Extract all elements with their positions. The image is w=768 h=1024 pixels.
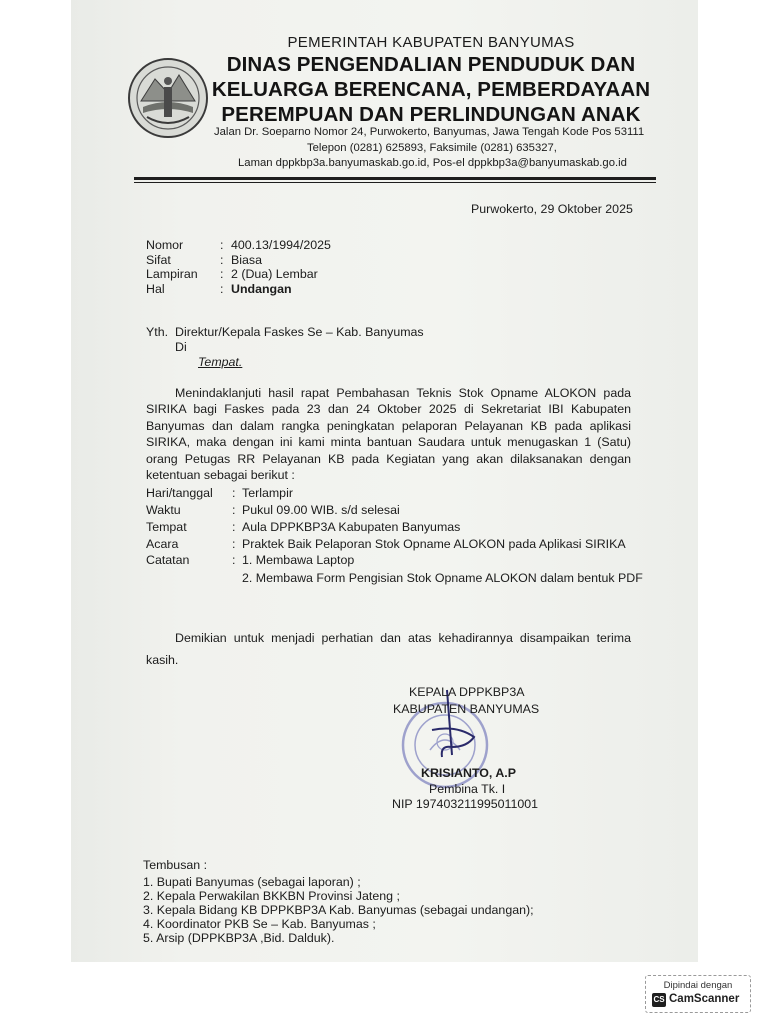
signature-name: KRISIANTO, A.P (421, 766, 517, 780)
detail-label-place: Tempat (146, 520, 187, 534)
header-divider-thick (134, 177, 656, 180)
header-agency-line-2: KELUARGA BERENCANA, PEMBERDAYAAN (211, 78, 651, 101)
meta-value-sifat: Biasa (231, 253, 262, 267)
detail-colon: : (232, 520, 236, 534)
scanner-badge (645, 975, 751, 1013)
signature-title-line-1: KEPALA DPPKBP3A (409, 685, 525, 699)
detail-colon: : (232, 486, 236, 500)
meta-label-nomor: Nomor (146, 238, 184, 252)
detail-value-time: Pukul 09.00 WIB. s/d selesai (242, 503, 400, 517)
signature-nip: NIP 197403211995011001 (392, 797, 539, 811)
header-agency-line-1: DINAS PENGENDALIAN PENDUDUK DAN (226, 53, 636, 76)
header-agency-line-3: PEREMPUAN DAN PERLINDUNGAN ANAK (221, 103, 641, 126)
recipient-place: Tempat. (198, 355, 243, 369)
detail-value-place: Aula DPPKBP3A Kabupaten Banyumas (242, 520, 461, 534)
recipient-prefix: Yth. (146, 325, 169, 339)
cc-item: 1. Bupati Banyumas (sebagai laporan) ; (143, 875, 361, 889)
detail-label-notes: Catatan (146, 553, 190, 567)
header-divider-thin (134, 182, 656, 183)
detail-label-time: Waktu (146, 503, 181, 517)
detail-value-note-1: 1. Membawa Laptop (242, 553, 355, 567)
cc-item: 3. Kepala Bidang KB DPPKBP3A Kab. Banyumas (sebagai undangan); (143, 903, 534, 917)
recipient-name: Direktur/Kepala Faskes Se – Kab. Banyumas (175, 325, 424, 339)
meta-colon: : (220, 238, 224, 252)
cc-item: 2. Kepala Perwakilan BKKBN Provinsi Jateng ; (143, 889, 400, 903)
cc-item: 4. Koordinator PKB Se – Kab. Banyumas ; (143, 917, 376, 931)
meta-label-lampiran: Lampiran (146, 267, 198, 281)
meta-colon: : (220, 282, 224, 296)
header-address: Jalan Dr. Soeparno Nomor 24, Purwokerto, Banyumas, Jawa Tengah Kode Pos 53111 (214, 126, 645, 138)
detail-value-event: Praktek Baik Pelaporan Stok Opname ALOKON pada Aplikasi SIRIKA (242, 537, 626, 551)
header-government: PEMERINTAH KABUPATEN BANYUMAS (287, 34, 575, 51)
detail-colon: : (232, 537, 236, 551)
detail-label-event: Acara (146, 537, 179, 551)
cc-item: 5. Arsip (DPPKBP3A ,Bid. Dalduk). (143, 931, 335, 945)
header-web: Laman dppkbp3a.banyumaskab.go.id, Pos-el dppkbp3a@banyumaskab.go.id (238, 157, 627, 169)
detail-label-date: Hari/tanggal (146, 486, 213, 500)
meta-label-hal: Hal (146, 282, 165, 296)
meta-label-sifat: Sifat (146, 253, 171, 267)
detail-colon: : (232, 503, 236, 517)
camscanner-icon: CS (652, 993, 666, 1007)
recipient-di: Di (175, 340, 187, 354)
signature-rank: Pembina Tk. I (429, 782, 506, 796)
cc-heading: Tembusan : (143, 858, 208, 872)
closing-paragraph: Demikian untuk menjadi perhatian dan atas kehadirannya disampaikan terima kasih. (146, 631, 631, 667)
detail-value-date: Terlampir (242, 486, 293, 500)
header-phone: Telepon (0281) 625893, Faksimile (0281) 635327, (307, 142, 557, 154)
meta-value-hal: Undangan (231, 282, 292, 296)
meta-colon: : (220, 267, 224, 281)
scanner-label: Dipindai dengan (663, 980, 733, 991)
detail-colon: : (232, 553, 236, 567)
scanner-app-name: CamScanner (669, 993, 740, 1005)
meta-colon: : (220, 253, 224, 267)
signature-title-line-2: KABUPATEN BANYUMAS (393, 702, 540, 716)
body-paragraph: Menindaklanjuti hasil rapat Pembahasan Teknis Stok Opname ALOKON pada SIRIKA bagi Faskes pada 23 dan 24 Oktober 2025 di Sekretariat IBI Kabupaten Banyumas dan dalam rangka peningkatan pelaporan Pelayanan KB pada aplikasi SIRIKA, maka dengan ini kami minta bantuan Saudara untuk menugaskan 1 (Satu) orang Petugas RR Pelayanan KB pada Kegiatan yang akan dilaksanakan dengan ketentuan sebagai berikut : (146, 386, 631, 483)
meta-value-nomor: 400.13/1994/2025 (231, 238, 331, 252)
letter-date: Purwokerto, 29 Oktober 2025 (471, 202, 633, 216)
meta-value-lampiran: 2 (Dua) Lembar (231, 267, 318, 281)
detail-value-note-2: 2. Membawa Form Pengisian Stok Opname ALOKON dalam bentuk PDF (242, 571, 643, 585)
